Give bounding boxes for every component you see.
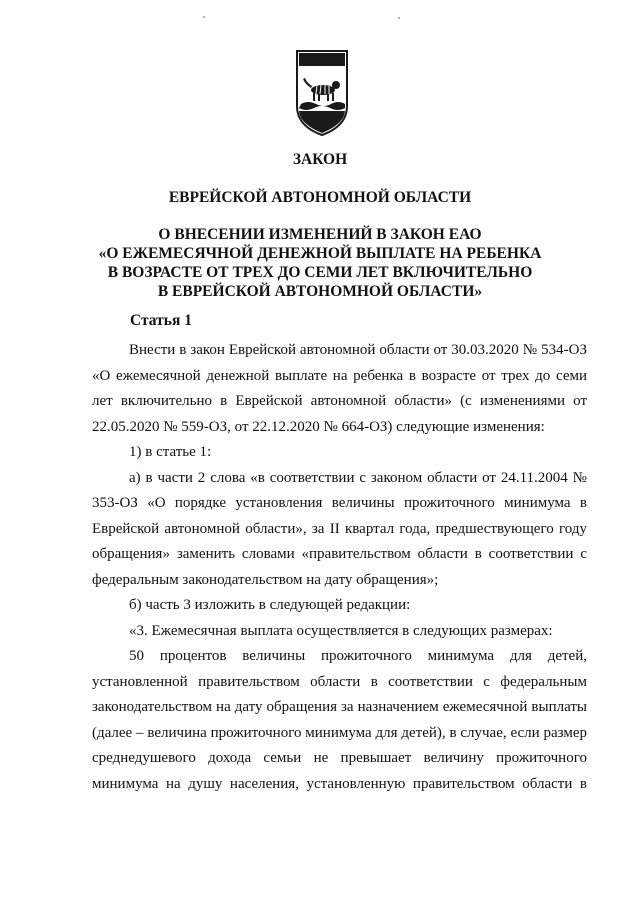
scan-speck — [203, 16, 205, 18]
article-heading: Статья 1 — [130, 312, 192, 329]
body-paragraph: б) часть 3 изложить в следующей редакции: — [129, 597, 411, 613]
document-region: ЕВРЕЙСКОЙ АВТОНОМНОЙ ОБЛАСТИ — [168, 189, 472, 206]
body-paragraph: 1) в статье 1: — [129, 444, 212, 460]
subject-line: «О ЕЖЕМЕСЯЧНОЙ ДЕНЕЖНОЙ ВЫПЛАТЕ НА РЕБЕНКА — [98, 245, 542, 262]
body-paragraph: а) в части 2 слова «в соответствии с законом области от 24.11.2004 № 353-ОЗ «О порядке установления величины прожиточного минимума в Еврейской автономной области», за II квартал года, предшествующего году обращения» заменить словами «правительством области в соответствии с федеральным законодательством на дату обращения»; — [92, 469, 587, 588]
subject-line: В ЕВРЕЙСКОЙ АВТОНОМНОЙ ОБЛАСТИ» — [157, 283, 483, 300]
article-body — [92, 338, 587, 797]
body-paragraph: 50 процентов величины прожиточного минимума для детей, установленной правительством области в соответствии с федеральным законодательством на дату обращения за назначением ежемесячной выплаты (далее – величина прожиточного минимума для детей), в случае, если размер среднедушевого дохода семьи не превышает величину прожиточного минимума на душу населения, установленную правительством области в — [92, 648, 587, 792]
body-paragraph: «О ежемесячной денежной выплате на ребенка в возрасте от трех до семи лет включительно в Еврейской автономной области» (с изменениями от 22.05.2020 № 559-ОЗ, от 22.12.2020 № 664-ОЗ) следующие изменения: — [92, 367, 587, 435]
scan-speck — [398, 17, 400, 19]
document-title: ЗАКОН — [292, 151, 348, 168]
body-paragraph: Внести в закон Еврейской автономной области от 30.03.2020 № 534-ОЗ — [129, 342, 587, 358]
subject-line: О ВНЕСЕНИИ ИЗМЕНЕНИЙ В ЗАКОН ЕАО — [158, 226, 482, 243]
subject-line: В ВОЗРАСТЕ ОТ ТРЕХ ДО СЕМИ ЛЕТ ВКЛЮЧИТЕЛЬНО — [107, 264, 533, 281]
coat-of-arms-emblem — [294, 48, 350, 138]
body-paragraph: «3. Ежемесячная выплата осуществляется в следующих размерах: — [129, 622, 553, 639]
